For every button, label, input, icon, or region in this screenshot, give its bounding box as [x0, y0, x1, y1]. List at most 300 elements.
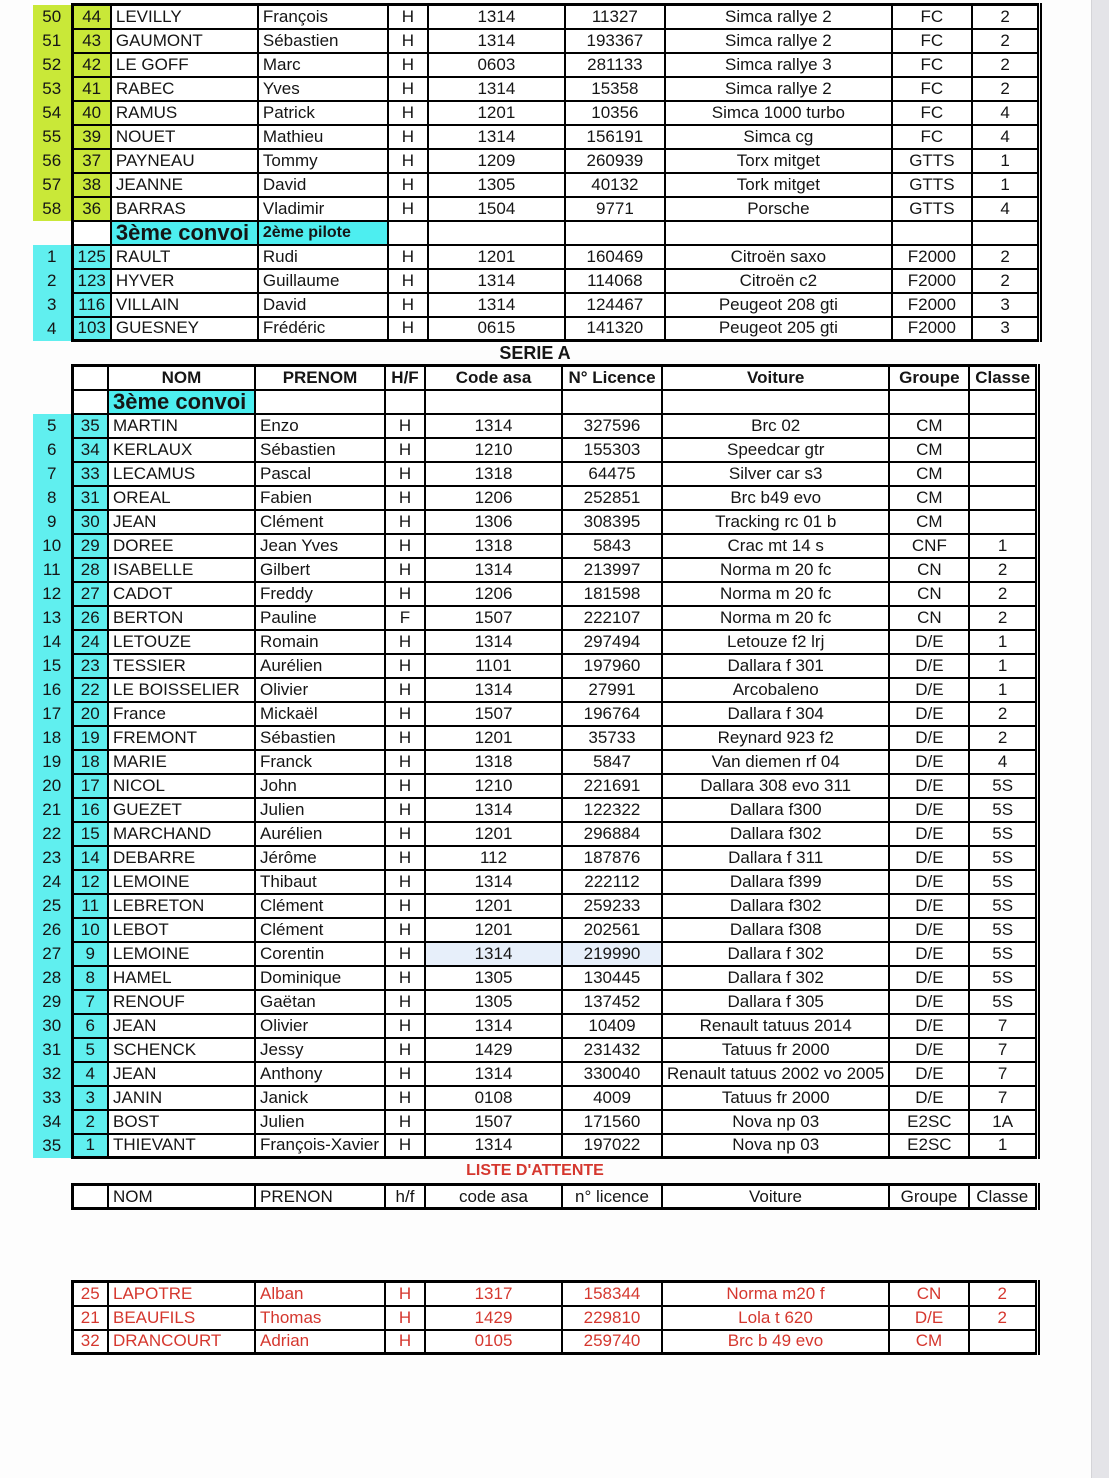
cell-classe — [969, 486, 1037, 510]
cell-nom: ISABELLE — [108, 558, 255, 582]
cell-nom: BARRAS — [111, 197, 258, 221]
upper-table — [33, 3, 1042, 342]
cell-nom: FREMONT — [108, 726, 255, 750]
cell-classe: 4 — [969, 750, 1037, 774]
cell-groupe: GTTS — [892, 173, 972, 197]
cell-lic: 219990 — [562, 942, 662, 966]
cell-lic: 10356 — [565, 101, 665, 125]
cell-groupe — [889, 390, 969, 414]
cell-nom: LEMOINE — [108, 870, 255, 894]
table-row — [33, 966, 1037, 990]
cell-nom: LE GOFF — [111, 53, 258, 77]
cell-hf: H — [385, 558, 425, 582]
row-number-cell — [33, 1282, 72, 1306]
row-number-cell: 27 — [33, 942, 72, 966]
cell-asa: 1429 — [425, 1306, 562, 1330]
cell-asa: 0603 — [428, 53, 565, 77]
cell-voiture: Porsche — [665, 197, 892, 221]
cell-groupe: FC — [892, 5, 972, 29]
column-header-voiture: Voiture — [662, 1185, 889, 1209]
cell-classe — [969, 438, 1037, 462]
cell-classe: 5S — [969, 822, 1037, 846]
cell-prenom: Alban — [255, 1282, 385, 1306]
cell-classe: 5S — [969, 798, 1037, 822]
cell-num: 2 — [72, 1110, 108, 1134]
table-row — [33, 822, 1037, 846]
cell-hf: H — [388, 293, 428, 317]
table-row — [33, 245, 1040, 269]
cell-prenom: Janick — [255, 1086, 385, 1110]
cell-lic: 327596 — [562, 414, 662, 438]
cell-voiture: Norma m20 f — [662, 1282, 889, 1306]
column-header-voiture: Voiture — [662, 366, 889, 390]
table-row — [33, 750, 1037, 774]
cell-hf: H — [385, 726, 425, 750]
cell-nom: MARTIN — [108, 414, 255, 438]
cell-groupe: F2000 — [892, 269, 972, 293]
row-number-cell: 25 — [33, 894, 72, 918]
cell-num: 20 — [72, 702, 108, 726]
cell-asa: 1101 — [425, 654, 562, 678]
convoy-header-row — [33, 221, 1040, 245]
table-row — [33, 1282, 1037, 1306]
cell-hf: H — [385, 1062, 425, 1086]
row-number-cell: 26 — [33, 918, 72, 942]
cell-prenom: Tommy — [258, 149, 388, 173]
row-number-cell: 32 — [33, 1062, 72, 1086]
table-row — [33, 149, 1040, 173]
cell-classe: 2 — [969, 1306, 1037, 1330]
cell-classe — [969, 462, 1037, 486]
serie-a-title: SERIE A — [499, 343, 571, 363]
cell-num: 41 — [72, 77, 111, 101]
row-number-cell: 14 — [33, 630, 72, 654]
row-number-cell: 19 — [33, 750, 72, 774]
cell-prenom: Guillaume — [258, 269, 388, 293]
cell-classe: 2 — [969, 558, 1037, 582]
cell-classe: 5S — [969, 870, 1037, 894]
table-row — [33, 606, 1037, 630]
table-row — [33, 1014, 1037, 1038]
cell-num: 19 — [72, 726, 108, 750]
cell-nom: LECAMUS — [108, 462, 255, 486]
cell-classe: 1 — [969, 654, 1037, 678]
cell-num: 21 — [72, 1306, 108, 1330]
cell-num: 17 — [72, 774, 108, 798]
cell-num: 116 — [72, 293, 111, 317]
cell-num: 103 — [72, 317, 111, 341]
cell-prenom: Marc — [258, 53, 388, 77]
table-row — [33, 558, 1037, 582]
cell-asa: 1201 — [425, 726, 562, 750]
cell-hf: H — [385, 942, 425, 966]
cell-voiture: Norma m 20 fc — [662, 582, 889, 606]
cell-nom: BERTON — [108, 606, 255, 630]
cell-asa — [425, 390, 562, 414]
cell-asa: 1201 — [428, 245, 565, 269]
table-row — [33, 317, 1040, 341]
cell-num: 22 — [72, 678, 108, 702]
cell-voiture: Lola t 620 — [662, 1306, 889, 1330]
cell-num: 31 — [72, 486, 108, 510]
cell-groupe: GTTS — [892, 197, 972, 221]
cell-hf: H — [388, 5, 428, 29]
column-header-prenom: PRENON — [255, 1185, 385, 1209]
column-header-licence: N° Licence — [562, 366, 662, 390]
cell-voiture: Speedcar gtr — [662, 438, 889, 462]
cell-prenom: François-Xavier — [255, 1134, 385, 1158]
cell-groupe: D/E — [889, 870, 969, 894]
row-number-cell: 51 — [33, 29, 72, 53]
cell-voiture: Dallara f399 — [662, 870, 889, 894]
cell-groupe: D/E — [889, 678, 969, 702]
cell-asa: 1314 — [425, 1014, 562, 1038]
table-row — [33, 269, 1040, 293]
cell-num: 11 — [72, 894, 108, 918]
row-number-cell: 16 — [33, 678, 72, 702]
cell-groupe: D/E — [889, 1086, 969, 1110]
cell-lic: 35733 — [562, 726, 662, 750]
cell-classe: 1 — [969, 534, 1037, 558]
cell-prenom: Romain — [255, 630, 385, 654]
cell-classe: 2 — [972, 29, 1040, 53]
cell-nom: BEAUFILS — [108, 1306, 255, 1330]
table-row — [33, 942, 1037, 966]
cell-num: 23 — [72, 654, 108, 678]
cell-lic: 260939 — [565, 149, 665, 173]
cell-asa: 1314 — [428, 293, 565, 317]
row-number-cell: 29 — [33, 990, 72, 1014]
cell-prenom: Mickaël — [255, 702, 385, 726]
cell-voiture: Peugeot 208 gti — [665, 293, 892, 317]
cell-voiture: Nova np 03 — [662, 1110, 889, 1134]
cell-num: 18 — [72, 750, 108, 774]
cell-voiture: Renault tatuus 2014 — [662, 1014, 889, 1038]
cell-prenom: Thibaut — [255, 870, 385, 894]
table-row — [33, 293, 1040, 317]
row-number-cell: 2 — [33, 269, 72, 293]
row-number-cell: 34 — [33, 1110, 72, 1134]
cell-classe: 2 — [972, 269, 1040, 293]
cell-lic: 15358 — [565, 77, 665, 101]
cell-nom: LEMOINE — [108, 942, 255, 966]
cell-groupe: CM — [889, 438, 969, 462]
cell-prenom: Gaëtan — [255, 990, 385, 1014]
cell-groupe: E2SC — [889, 1134, 969, 1158]
cell-lic: 330040 — [562, 1062, 662, 1086]
row-number-cell: 28 — [33, 966, 72, 990]
cell-prenom — [255, 390, 385, 414]
table-row — [33, 702, 1037, 726]
cell-lic: 137452 — [562, 990, 662, 1014]
convoy-label-cell: 3ème convoi — [108, 390, 255, 414]
cell-groupe: F2000 — [892, 293, 972, 317]
cell-voiture — [662, 390, 889, 414]
cell-prenom: Clément — [255, 918, 385, 942]
cell-classe — [972, 221, 1040, 245]
cell-voiture: Brc b 49 evo — [662, 1330, 889, 1354]
cell-lic: 281133 — [565, 53, 665, 77]
cell-prenom: Julien — [255, 1110, 385, 1134]
row-number-cell: 30 — [33, 1014, 72, 1038]
cell-prenom: Clément — [255, 894, 385, 918]
table-row — [33, 53, 1040, 77]
cell-classe: 1 — [969, 1134, 1037, 1158]
cell-hf: H — [385, 798, 425, 822]
row-number-cell: 35 — [33, 1134, 72, 1158]
cell-asa: 1318 — [425, 462, 562, 486]
cell-classe: 2 — [972, 245, 1040, 269]
cell-voiture: Peugeot 205 gti — [665, 317, 892, 341]
cell-voiture: Nova np 03 — [662, 1134, 889, 1158]
cell-lic: 259740 — [562, 1330, 662, 1354]
table-row — [33, 582, 1037, 606]
cell-prenom: Thomas — [255, 1306, 385, 1330]
cell-hf: H — [385, 894, 425, 918]
row-number-cell — [33, 221, 72, 245]
cell-hf — [388, 221, 428, 245]
cell-nom: MARCHAND — [108, 822, 255, 846]
cell-hf: H — [385, 1110, 425, 1134]
cell-hf: H — [385, 678, 425, 702]
row-number-cell: 22 — [33, 822, 72, 846]
cell-prenom: Clément — [255, 510, 385, 534]
table-row — [33, 1038, 1037, 1062]
cell-classe — [969, 390, 1037, 414]
table-row — [33, 1062, 1037, 1086]
table-row — [33, 534, 1037, 558]
cell-voiture: Dallara f 311 — [662, 846, 889, 870]
cell-prenom: Enzo — [255, 414, 385, 438]
cell-classe: 2 — [969, 606, 1037, 630]
cell-prenom: Yves — [258, 77, 388, 101]
cell-asa: 1314 — [425, 678, 562, 702]
cell-voiture: Simca rallye 2 — [665, 5, 892, 29]
cell-hf: H — [388, 245, 428, 269]
cell-groupe: FC — [892, 29, 972, 53]
table-row — [33, 846, 1037, 870]
row-number-cell: 20 — [33, 774, 72, 798]
cell-classe: 5S — [969, 894, 1037, 918]
cell-nom: LAPOTRE — [108, 1282, 255, 1306]
cell-groupe: D/E — [889, 1306, 969, 1330]
cell-groupe: CN — [889, 606, 969, 630]
cell-nom: LE BOISSELIER — [108, 678, 255, 702]
cell-nom: RABEC — [111, 77, 258, 101]
row-number-cell: 4 — [33, 317, 72, 341]
cell-classe — [969, 414, 1037, 438]
cell-num: 14 — [72, 846, 108, 870]
cell-lic: 252851 — [562, 486, 662, 510]
table-row — [33, 990, 1037, 1014]
cell-lic: 221691 — [562, 774, 662, 798]
cell-num: 16 — [72, 798, 108, 822]
cell-asa: 1210 — [425, 438, 562, 462]
cell-classe: 5S — [969, 966, 1037, 990]
cell-classe: 1 — [972, 149, 1040, 173]
cell-groupe: GTTS — [892, 149, 972, 173]
cell-nom: LEBRETON — [108, 894, 255, 918]
cell-num: 34 — [72, 438, 108, 462]
cell-classe — [969, 510, 1037, 534]
table-row — [33, 798, 1037, 822]
column-header-nom: NOM — [108, 1185, 255, 1209]
cell-hf: H — [388, 29, 428, 53]
row-number-cell — [33, 1185, 72, 1209]
row-number-cell: 8 — [33, 486, 72, 510]
cell-lic: 181598 — [562, 582, 662, 606]
table-row — [33, 173, 1040, 197]
waiting-header-table — [33, 1183, 1040, 1210]
cell-num: 6 — [72, 1014, 108, 1038]
cell-prenom: John — [255, 774, 385, 798]
cell-asa: 1314 — [428, 269, 565, 293]
cell-voiture: Renault tatuus 2002 vo 2005 — [662, 1062, 889, 1086]
cell-voiture: Simca rallye 2 — [665, 77, 892, 101]
cell-num: 1 — [72, 1134, 108, 1158]
cell-asa: 1210 — [425, 774, 562, 798]
cell-groupe: FC — [892, 77, 972, 101]
cell-num: 37 — [72, 149, 111, 173]
cell-asa: 0615 — [428, 317, 565, 341]
cell-lic: 114068 — [565, 269, 665, 293]
cell-voiture: Silver car s3 — [662, 462, 889, 486]
row-number-cell: 21 — [33, 798, 72, 822]
cell-lic: 4009 — [562, 1086, 662, 1110]
cell-voiture: Tatuus fr 2000 — [662, 1086, 889, 1110]
row-number-cell: 31 — [33, 1038, 72, 1062]
cell-hf: H — [385, 1330, 425, 1354]
cell-hf — [385, 390, 425, 414]
cell-hf: H — [385, 846, 425, 870]
cell-voiture: Brc 02 — [662, 414, 889, 438]
cell-groupe: D/E — [889, 822, 969, 846]
cell-groupe: CN — [889, 558, 969, 582]
row-number-cell: 33 — [33, 1086, 72, 1110]
cell-lic: 124467 — [565, 293, 665, 317]
cell-voiture: Simca cg — [665, 125, 892, 149]
cell-asa: 1314 — [425, 414, 562, 438]
cell-voiture: Dallara f 304 — [662, 702, 889, 726]
row-number-cell: 23 — [33, 846, 72, 870]
cell-lic — [562, 390, 662, 414]
cell-groupe: F2000 — [892, 317, 972, 341]
cell-prenom: Jessy — [255, 1038, 385, 1062]
cell-hf: H — [385, 1282, 425, 1306]
cell-groupe: D/E — [889, 630, 969, 654]
cell-nom: GAUMONT — [111, 29, 258, 53]
cell-lic: 27991 — [562, 678, 662, 702]
cell-voiture: Reynard 923 f2 — [662, 726, 889, 750]
cell-classe: 5S — [969, 918, 1037, 942]
waiting-title: LISTE D'ATTENTE — [466, 1162, 604, 1179]
column-header-groupe: Groupe — [889, 1185, 969, 1209]
cell-lic: 229810 — [562, 1306, 662, 1330]
table-row — [33, 101, 1040, 125]
cell-asa: 1314 — [428, 5, 565, 29]
cell-num: 7 — [72, 990, 108, 1014]
table-row — [33, 774, 1037, 798]
row-number-cell — [33, 390, 72, 414]
cell-classe: 4 — [972, 101, 1040, 125]
cell-hf: H — [385, 1014, 425, 1038]
cell-lic: 171560 — [562, 1110, 662, 1134]
cell-classe: 2 — [972, 53, 1040, 77]
cell-nom: JEAN — [108, 1062, 255, 1086]
cell-groupe: D/E — [889, 1014, 969, 1038]
cell-prenom: Freddy — [255, 582, 385, 606]
cell-hf: H — [385, 486, 425, 510]
cell-asa: 1201 — [425, 918, 562, 942]
cell-classe: 1 — [972, 173, 1040, 197]
cell-nom: GUEZET — [108, 798, 255, 822]
cell-classe: 5S — [969, 990, 1037, 1014]
cell-prenom: David — [258, 173, 388, 197]
table-row — [33, 1086, 1037, 1110]
cell-classe: 2 — [969, 726, 1037, 750]
cell-hf: H — [385, 918, 425, 942]
table-row — [33, 414, 1037, 438]
cell-hf: H — [385, 750, 425, 774]
cell-groupe: D/E — [889, 654, 969, 678]
cell-lic: 213997 — [562, 558, 662, 582]
cell-classe: 5S — [969, 774, 1037, 798]
cell-prenom: Rudi — [258, 245, 388, 269]
cell-prenom: Fabien — [255, 486, 385, 510]
cell-prenom: Corentin — [255, 942, 385, 966]
cell-asa: 1206 — [425, 486, 562, 510]
cell-asa: 1306 — [425, 510, 562, 534]
cell-groupe: D/E — [889, 750, 969, 774]
cell-prenom: Patrick — [258, 101, 388, 125]
cell-voiture: Tatuus fr 2000 — [662, 1038, 889, 1062]
cell-lic: 308395 — [562, 510, 662, 534]
table-row — [33, 1330, 1037, 1354]
cell-groupe: D/E — [889, 942, 969, 966]
table-row — [33, 630, 1037, 654]
cell-hf: H — [385, 630, 425, 654]
cell-asa: 1507 — [425, 606, 562, 630]
cell-voiture — [665, 221, 892, 245]
cell-asa: 1318 — [425, 534, 562, 558]
cell-hf: H — [388, 149, 428, 173]
row-number-cell: 53 — [33, 77, 72, 101]
cell-asa: 1206 — [425, 582, 562, 606]
cell-classe: 7 — [969, 1014, 1037, 1038]
cell-voiture: Torx mitget — [665, 149, 892, 173]
cell-groupe: D/E — [889, 798, 969, 822]
cell-hf: H — [385, 534, 425, 558]
cell-nom: RAMUS — [111, 101, 258, 125]
row-number-cell: 9 — [33, 510, 72, 534]
column-header-asa: code asa — [425, 1185, 562, 1209]
cell-hf: H — [385, 462, 425, 486]
cell-lic: 259233 — [562, 894, 662, 918]
cell-prenom: Frédéric — [258, 317, 388, 341]
cell-classe: 4 — [972, 197, 1040, 221]
cell-voiture: Dallara f300 — [662, 798, 889, 822]
cell-lic: 9771 — [565, 197, 665, 221]
cell-num: 42 — [72, 53, 111, 77]
cell-asa — [428, 221, 565, 245]
cell-classe: 7 — [969, 1086, 1037, 1110]
cell-num: 8 — [72, 966, 108, 990]
table-row — [33, 510, 1037, 534]
cell-voiture: Simca rallye 2 — [665, 29, 892, 53]
cell-num: 40 — [72, 101, 111, 125]
cell-nom: PAYNEAU — [111, 149, 258, 173]
cell-hf: H — [385, 438, 425, 462]
